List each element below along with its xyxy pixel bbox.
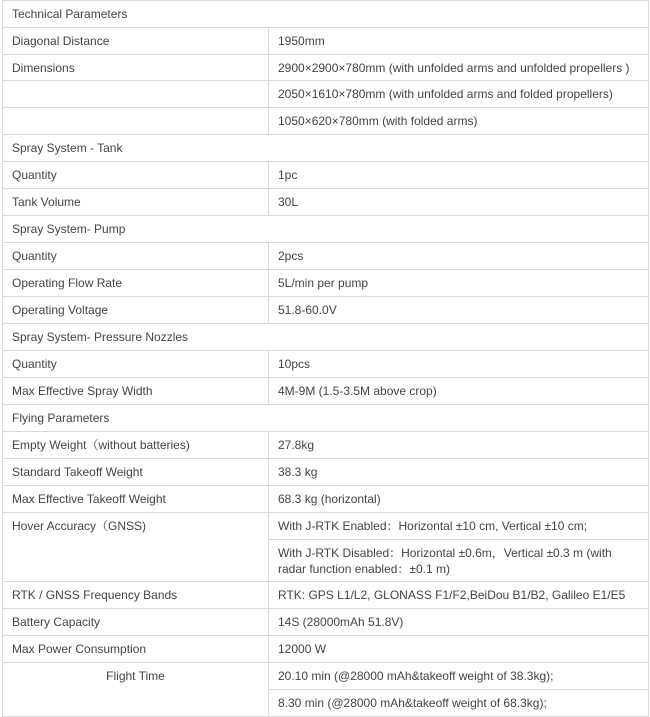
table-row [3, 636, 649, 663]
table-row [3, 609, 649, 636]
row-label: Tank Volume [3, 189, 269, 216]
table-row [3, 513, 649, 540]
row-label: Hover Accuracy（GNSS) [3, 513, 269, 582]
row-value: 27.8kg [269, 432, 649, 459]
section-header: Spray System- Pressure Nozzles [3, 324, 649, 351]
section-header-row [3, 135, 649, 162]
technical-parameters-table [2, 0, 649, 717]
section-header-row [3, 216, 649, 243]
row-value: 1950mm [269, 28, 649, 55]
row-label: RTK / GNSS Frequency Bands [3, 582, 269, 609]
table-title: Technical Parameters [3, 1, 649, 28]
row-label [3, 81, 269, 108]
row-label: Diagonal Distance [3, 28, 269, 55]
row-value: 8.30 min (@28000 mAh&takeoff weight of 68.3kg); [269, 690, 649, 717]
row-value: 5L/min per pump [269, 270, 649, 297]
table-row [3, 243, 649, 270]
table-row [3, 81, 649, 108]
row-value: 10pcs [269, 351, 649, 378]
row-value: 2pcs [269, 243, 649, 270]
table-row [3, 432, 649, 459]
table-row [3, 378, 649, 405]
row-value: 68.3 kg (horizontal) [269, 486, 649, 513]
row-label: Empty Weight（without batteries) [3, 432, 269, 459]
row-label [3, 108, 269, 135]
row-value: 38.3 kg [269, 459, 649, 486]
row-label: Max Effective Takeoff Weight [3, 486, 269, 513]
row-label: Flight Time [3, 663, 269, 717]
row-value: 51.8-60.0V [269, 297, 649, 324]
row-value: With J-RTK Enabled：Horizontal ±10 cm, Vertical ±10 cm; [269, 513, 649, 540]
row-label: Max Power Consumption [3, 636, 269, 663]
section-header: Flying Parameters [3, 405, 649, 432]
row-value: 4M-9M (1.5-3.5M above crop) [269, 378, 649, 405]
row-label: Operating Flow Rate [3, 270, 269, 297]
row-value: 1050×620×780mm (with folded arms) [269, 108, 649, 135]
row-label: Quantity [3, 243, 269, 270]
row-label: Quantity [3, 162, 269, 189]
table-row [3, 351, 649, 378]
row-label: Operating Voltage [3, 297, 269, 324]
table-row [3, 270, 649, 297]
row-value: 2900×2900×780mm (with unfolded arms and unfolded propellers ) [269, 55, 649, 81]
row-value: 20.10 min (@28000 mAh&takeoff weight of 38.3kg); [269, 663, 649, 690]
table-row [3, 297, 649, 324]
row-label: Standard Takeoff Weight [3, 459, 269, 486]
row-value: 14S (28000mAh 51.8V) [269, 609, 649, 636]
section-header-row [3, 324, 649, 351]
row-label: Dimensions [3, 55, 269, 81]
row-label: Battery Capacity [3, 609, 269, 636]
table-row [3, 663, 649, 690]
row-value: RTK: GPS L1/L2, GLONASS F1/F2,BeiDou B1/B2, Galileo E1/E5 [269, 582, 649, 609]
row-value: With J-RTK Disabled：Horizontal ±0.6m，Vertical ±0.3 m (with radar function enabled：±0.1 m) [269, 540, 649, 582]
row-value: 12000 W [269, 636, 649, 663]
table-row [3, 459, 649, 486]
table-row [3, 189, 649, 216]
table-row [3, 108, 649, 135]
row-value: 2050×1610×780mm (with unfolded arms and folded propellers) [269, 81, 649, 108]
row-value: 1pc [269, 162, 649, 189]
table-row [3, 28, 649, 55]
row-label: Max Effective Spray Width [3, 378, 269, 405]
section-header: Spray System - Tank [3, 135, 649, 162]
table-title-row [3, 1, 649, 28]
section-header-row [3, 405, 649, 432]
table-row [3, 55, 649, 81]
section-header: Spray System- Pump [3, 216, 649, 243]
table-row [3, 582, 649, 609]
row-label: Quantity [3, 351, 269, 378]
table-row [3, 486, 649, 513]
row-value: 30L [269, 189, 649, 216]
table-row [3, 162, 649, 189]
